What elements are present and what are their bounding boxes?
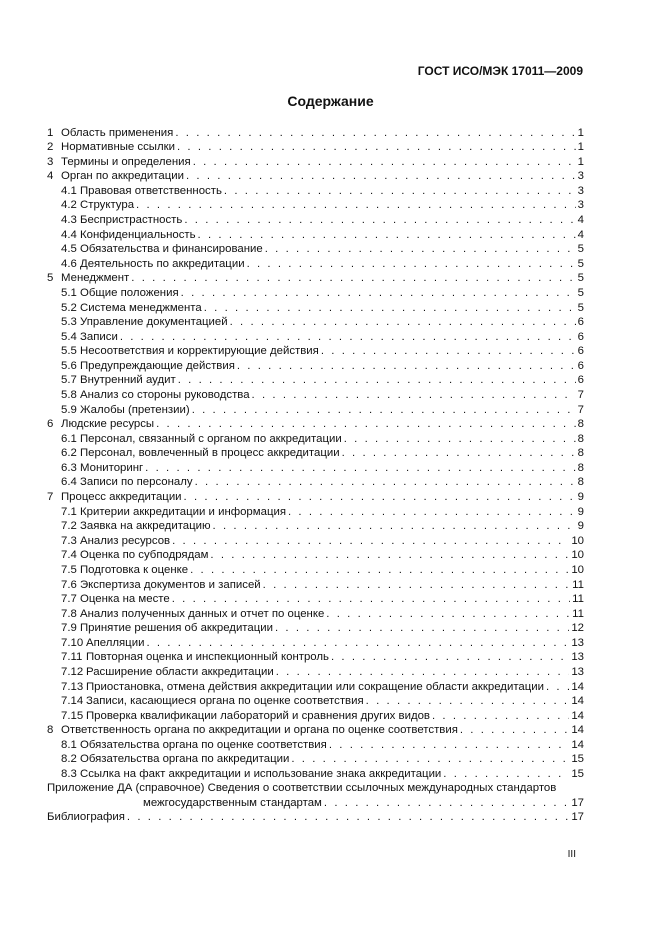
toc-entry-text: Принятие решения об аккредитации bbox=[80, 622, 273, 635]
toc-entry-label bbox=[61, 650, 329, 664]
toc-entry-page: 8 bbox=[577, 418, 584, 431]
toc-entry-number: 7.10 bbox=[61, 636, 84, 649]
toc-entry bbox=[47, 621, 584, 636]
toc-dot-leader bbox=[204, 301, 576, 315]
toc-dot-leader bbox=[178, 373, 576, 387]
toc-dot-leader bbox=[136, 198, 576, 212]
toc-entry-text: Персонал, вовлеченный в процесс аккредитации bbox=[80, 447, 340, 460]
toc-entry-label bbox=[61, 767, 441, 781]
toc-dot-leader bbox=[344, 432, 576, 446]
toc-entry-text: Внутренний аудит bbox=[80, 374, 176, 387]
toc-entry-page: 4 bbox=[577, 214, 584, 227]
toc-entry-page: 14 bbox=[571, 724, 584, 737]
toc-entry-label bbox=[61, 461, 143, 475]
toc-entry-text: Структура bbox=[80, 199, 135, 212]
toc-entry-text: Мониторинг bbox=[80, 461, 144, 474]
toc-entry-page: 10 bbox=[571, 549, 584, 562]
toc-entry-number: 4.5 bbox=[61, 243, 77, 256]
toc-entry-number: 7.5 bbox=[61, 563, 77, 576]
toc-entry-page: 13 bbox=[571, 636, 584, 649]
toc-dot-leader bbox=[184, 490, 576, 504]
toc-entry bbox=[47, 650, 584, 665]
toc-entry-page: 11 bbox=[572, 578, 584, 591]
toc-entry-page: 1 bbox=[577, 126, 584, 139]
toc-dot-leader bbox=[288, 505, 576, 519]
toc-entry-number: 1 bbox=[47, 126, 54, 139]
toc-dot-leader bbox=[127, 810, 569, 824]
toc-entry-label bbox=[61, 344, 319, 358]
toc-entry-number: 5.3 bbox=[61, 316, 77, 329]
toc-entry-page: 14 bbox=[571, 680, 584, 693]
toc-entry bbox=[47, 489, 584, 504]
toc-dot-leader bbox=[210, 548, 569, 562]
toc-entry bbox=[47, 242, 584, 257]
toc-entry bbox=[47, 723, 584, 738]
toc-entry bbox=[47, 227, 584, 242]
toc-entry bbox=[47, 315, 584, 330]
toc-entry-label bbox=[61, 446, 340, 460]
toc-entry-page: 5 bbox=[577, 272, 584, 285]
toc-entry-text: Записи по персоналу bbox=[80, 476, 193, 489]
toc-entry-text: Экспертиза документов и записей bbox=[80, 578, 261, 591]
toc-dot-leader bbox=[193, 155, 576, 169]
toc-entry-label bbox=[61, 738, 327, 752]
toc-entry-text: Подготовка к оценке bbox=[80, 563, 189, 576]
toc-entry bbox=[47, 708, 584, 723]
toc-entry bbox=[47, 198, 584, 213]
toc-annex-page: 17 bbox=[571, 796, 584, 809]
toc-annex-title: Приложение ДА (справочное) Сведения о соответствии ссылочных международных стандартов bbox=[47, 782, 557, 795]
toc-entry bbox=[47, 212, 584, 227]
toc-entry-text: Система менеджмента bbox=[80, 301, 202, 314]
toc-entry bbox=[47, 606, 584, 621]
toc-entry-number: 7.13 bbox=[61, 680, 84, 693]
toc-entry-text: Жалобы (претензии) bbox=[80, 403, 190, 416]
toc-entry-label bbox=[47, 417, 154, 431]
toc-entry-number: 7.4 bbox=[61, 549, 77, 562]
toc-annex-continuation bbox=[47, 795, 584, 810]
toc-dot-leader bbox=[175, 126, 575, 140]
toc-entry-number: 4.3 bbox=[61, 214, 77, 227]
toc-entry-page: 6 bbox=[577, 359, 584, 372]
toc-entry bbox=[47, 635, 584, 650]
toc-entry bbox=[47, 460, 584, 475]
toc-entry-text: Анализ полученных данных и отчет по оценке bbox=[80, 607, 325, 620]
toc-entry-number: 8.2 bbox=[61, 753, 77, 766]
toc-dot-leader bbox=[331, 650, 569, 664]
toc-dot-leader bbox=[213, 519, 576, 533]
toc-dot-leader bbox=[181, 286, 576, 300]
toc-entry-label bbox=[61, 621, 273, 635]
toc-entry-text: Менеджмент bbox=[61, 272, 130, 285]
toc-entry bbox=[47, 329, 584, 344]
toc-entry-page: 13 bbox=[571, 651, 584, 664]
toc-entry-page: 1 bbox=[577, 141, 584, 154]
toc-entry-number: 6.1 bbox=[61, 432, 77, 445]
toc-entry-page: 5 bbox=[577, 257, 584, 270]
toc-dot-leader bbox=[247, 257, 576, 271]
toc-entry-page: 10 bbox=[571, 534, 584, 547]
toc-entry-page: 5 bbox=[577, 301, 584, 314]
toc-entry-label bbox=[61, 680, 544, 694]
toc-entry bbox=[47, 475, 584, 490]
toc-entry-label bbox=[61, 242, 263, 256]
toc-entry-label bbox=[61, 505, 286, 519]
toc-entry bbox=[47, 140, 584, 155]
toc-entry bbox=[47, 169, 584, 184]
toc-entry-page: 11 bbox=[572, 593, 584, 606]
toc-dot-leader bbox=[366, 694, 570, 708]
toc-dot-leader bbox=[146, 636, 569, 650]
toc-entry-label bbox=[47, 490, 182, 504]
toc-entry-number: 7.9 bbox=[61, 622, 77, 635]
toc-entry-number: 6.4 bbox=[61, 476, 77, 489]
toc-entry-text: Повторная оценка и инспекционный контроль bbox=[86, 651, 329, 664]
toc-entry bbox=[47, 519, 584, 534]
toc-entry-page: 4 bbox=[577, 228, 584, 241]
toc-dot-leader bbox=[326, 607, 570, 621]
toc-dot-leader bbox=[324, 796, 569, 810]
toc-entry-label bbox=[61, 709, 430, 723]
toc-entry bbox=[47, 271, 584, 286]
toc-entry-number: 4 bbox=[47, 170, 54, 183]
toc-entry-label bbox=[61, 432, 342, 446]
toc-entry-number: 5.9 bbox=[61, 403, 77, 416]
toc-entry-text: Управление документацией bbox=[80, 316, 228, 329]
toc-entry-number: 5.8 bbox=[61, 388, 77, 401]
toc-entry-number: 7.15 bbox=[61, 709, 84, 722]
toc-entry-number: 7.7 bbox=[61, 593, 77, 606]
toc-entry-label bbox=[61, 388, 250, 402]
toc-entry-number: 5.6 bbox=[61, 359, 77, 372]
toc-entry bbox=[47, 562, 584, 577]
toc-entry bbox=[47, 577, 584, 592]
toc-entry-label bbox=[61, 373, 176, 387]
toc-entry-text: Термины и определения bbox=[61, 155, 191, 168]
toc-entry-label bbox=[61, 330, 118, 344]
toc-entry-number: 3 bbox=[47, 155, 54, 168]
toc-entry-text: Общие положения bbox=[80, 286, 179, 299]
toc-entry-page: 8 bbox=[577, 432, 584, 445]
toc-entry-number: 4.2 bbox=[61, 199, 77, 212]
toc-entry-page: 1 bbox=[577, 155, 584, 168]
toc-dot-leader bbox=[195, 475, 576, 489]
toc-entry-page: 8 bbox=[577, 447, 584, 460]
toc-entry-label bbox=[61, 184, 222, 198]
toc-entry-page: 9 bbox=[577, 491, 584, 504]
toc-entry-label bbox=[61, 213, 182, 227]
toc-entry bbox=[47, 256, 584, 271]
toc-entry-page: 15 bbox=[571, 753, 584, 766]
toc-entry bbox=[47, 737, 584, 752]
toc-entry-number: 5.4 bbox=[61, 330, 77, 343]
toc-entry-label bbox=[61, 228, 196, 242]
toc-entry-page: 6 bbox=[577, 345, 584, 358]
toc-entry-page: 15 bbox=[571, 768, 584, 781]
toc-dot-leader bbox=[237, 359, 576, 373]
toc-entry-text: Записи bbox=[80, 330, 118, 343]
toc-entry-page: 8 bbox=[577, 461, 584, 474]
toc-entry-number: 5.5 bbox=[61, 345, 77, 358]
toc-entry-number: 4.6 bbox=[61, 257, 77, 270]
toc-entry bbox=[47, 694, 584, 709]
toc-dot-leader bbox=[275, 621, 569, 635]
toc-entry-text: Нормативные ссылки bbox=[61, 141, 175, 154]
toc-dot-leader bbox=[443, 767, 569, 781]
toc-dot-leader bbox=[156, 417, 576, 431]
toc-dot-leader bbox=[546, 680, 569, 694]
toc-entry bbox=[47, 504, 584, 519]
toc-entry bbox=[47, 592, 584, 607]
toc-entry bbox=[47, 344, 584, 359]
toc-entry-text: Критерии аккредитации и информация bbox=[80, 505, 286, 518]
toc-entry-number: 8 bbox=[47, 724, 54, 737]
toc-dot-leader bbox=[342, 446, 576, 460]
toc-entry-label bbox=[61, 315, 228, 329]
toc-entry bbox=[47, 387, 584, 402]
toc-entry-label bbox=[61, 301, 202, 315]
toc-entry-number: 6 bbox=[47, 418, 54, 431]
toc-entry-number: 7.3 bbox=[61, 534, 77, 547]
document-header: ГОСТ ИСО/МЭК 17011—2009 bbox=[417, 64, 583, 78]
toc-entry-text: Анализ ресурсов bbox=[80, 534, 171, 547]
toc-entry-text: Процесс аккредитации bbox=[61, 491, 182, 504]
toc-entry-text: Заявка на аккредитацию bbox=[80, 520, 211, 533]
toc-dot-leader bbox=[198, 228, 576, 242]
toc-entry-page: 9 bbox=[577, 520, 584, 533]
toc-entry bbox=[47, 533, 584, 548]
toc-dot-leader bbox=[329, 738, 570, 752]
toc-dot-leader bbox=[321, 344, 576, 358]
toc-entry bbox=[47, 679, 584, 694]
toc-dot-leader bbox=[172, 534, 569, 548]
toc-entry-number: 6.2 bbox=[61, 447, 77, 460]
toc-bibliography bbox=[47, 810, 584, 825]
toc-entry-page: 7 bbox=[577, 388, 584, 401]
toc-entry bbox=[47, 183, 584, 198]
toc-entry-number: 7 bbox=[47, 491, 54, 504]
toc-entry-label bbox=[61, 665, 274, 679]
toc-entry-text: Ссылка на факт аккредитации и использование знака аккредитации bbox=[80, 768, 442, 781]
toc-entry-label bbox=[61, 636, 144, 650]
toc-entry-text: Орган по аккредитации bbox=[61, 170, 184, 183]
toc-entry-page: 3 bbox=[577, 199, 584, 212]
toc-dot-leader bbox=[190, 563, 569, 577]
table-of-contents bbox=[47, 125, 584, 824]
toc-entry bbox=[47, 446, 584, 461]
toc-entry-text: Обязательства органа по аккредитации bbox=[80, 753, 290, 766]
toc-entry-label bbox=[47, 271, 129, 285]
toc-entry-number: 5 bbox=[47, 272, 54, 285]
toc-entry-text: Анализ со стороны руководства bbox=[80, 388, 250, 401]
toc-dot-leader bbox=[192, 403, 576, 417]
toc-entry-number: 6.3 bbox=[61, 461, 77, 474]
toc-entry-page: 7 bbox=[577, 403, 584, 416]
toc-entry-label bbox=[61, 534, 170, 548]
toc-entry-page: 8 bbox=[577, 476, 584, 489]
toc-entry-text: Ответственность органа по аккредитации и органа по оценке соответствия bbox=[61, 724, 458, 737]
toc-entry-page: 5 bbox=[577, 243, 584, 256]
toc-entry bbox=[47, 752, 584, 767]
toc-entry-page: 9 bbox=[577, 505, 584, 518]
toc-entry-text: Проверка квалификации лабораторий и сравнения других видов bbox=[86, 709, 430, 722]
toc-bibliography-page: 17 bbox=[571, 811, 584, 824]
toc-dot-leader bbox=[131, 271, 575, 285]
toc-entry-page: 5 bbox=[577, 286, 584, 299]
toc-dot-leader bbox=[276, 665, 570, 679]
toc-entry-text: Приостановка, отмена действия аккредитации или сокращение области аккредитации bbox=[86, 680, 544, 693]
toc-dot-leader bbox=[120, 330, 576, 344]
toc-dot-leader bbox=[145, 461, 575, 475]
toc-entry-text: Предупреждающие действия bbox=[80, 359, 235, 372]
toc-entry-label bbox=[61, 257, 245, 271]
toc-dot-leader bbox=[263, 578, 571, 592]
page-number: III bbox=[567, 849, 576, 860]
toc-entry-page: 11 bbox=[572, 607, 584, 620]
toc-entry-number: 7.8 bbox=[61, 607, 77, 620]
toc-entry-text: Обязательства органа по оценке соответствия bbox=[80, 738, 327, 751]
toc-entry-number: 4.1 bbox=[61, 184, 77, 197]
toc-entry bbox=[47, 285, 584, 300]
toc-entry-page: 3 bbox=[577, 184, 584, 197]
toc-entry bbox=[47, 402, 584, 417]
toc-entry-text: Апелляции bbox=[86, 636, 145, 649]
toc-entry-text: Конфиденциальность bbox=[80, 228, 196, 241]
toc-entry-page: 10 bbox=[571, 563, 584, 576]
toc-entry-label bbox=[47, 126, 173, 140]
toc-entry-page: 6 bbox=[577, 316, 584, 329]
toc-bibliography-label: Библиография bbox=[47, 811, 125, 824]
toc-dot-leader bbox=[172, 592, 570, 606]
toc-entry-label bbox=[61, 578, 261, 592]
toc-entry-number: 7.1 bbox=[61, 505, 77, 518]
toc-entry-text: Обязательства и финансирование bbox=[80, 243, 263, 256]
toc-entry-label bbox=[61, 548, 208, 562]
toc-entry-number: 7.11 bbox=[61, 651, 83, 664]
toc-entry-page: 14 bbox=[571, 738, 584, 751]
toc-entry-label bbox=[61, 592, 170, 606]
toc-entry-label bbox=[61, 359, 235, 373]
toc-entry-number: 7.12 bbox=[61, 665, 84, 678]
toc-entry bbox=[47, 664, 584, 679]
toc-entry-label bbox=[61, 607, 324, 621]
toc-entry-label bbox=[61, 475, 193, 489]
toc-entry-text: Оценка на месте bbox=[80, 593, 170, 606]
toc-entry-label bbox=[47, 140, 175, 154]
toc-entry bbox=[47, 300, 584, 315]
toc-entry bbox=[47, 417, 584, 432]
toc-entry bbox=[47, 358, 584, 373]
toc-annex-label: межгосударственным стандартам bbox=[143, 796, 322, 809]
toc-entry-text: Расширение области аккредитации bbox=[86, 665, 274, 678]
toc-entry-page: 3 bbox=[577, 170, 584, 183]
toc-entry-text: Оценка по субподрядам bbox=[80, 549, 209, 562]
toc-entry-text: Несоответствия и корректирующие действия bbox=[80, 345, 319, 358]
toc-dot-leader bbox=[184, 213, 575, 227]
toc-entry-label bbox=[61, 519, 211, 533]
toc-dot-leader bbox=[224, 184, 576, 198]
toc-entry-number: 5.2 bbox=[61, 301, 77, 314]
toc-entry-number: 2 bbox=[47, 141, 54, 154]
toc-dot-leader bbox=[265, 242, 576, 256]
toc-entry-label bbox=[47, 169, 184, 183]
toc-entry bbox=[47, 373, 584, 388]
toc-entry-number: 5.1 bbox=[61, 286, 77, 299]
toc-dot-leader bbox=[177, 140, 576, 154]
toc-entry-page: 6 bbox=[577, 374, 584, 387]
toc-dot-leader bbox=[252, 388, 576, 402]
toc-entry bbox=[47, 125, 584, 140]
toc-entry-number: 5.7 bbox=[61, 374, 77, 387]
toc-entry-page: 14 bbox=[571, 695, 584, 708]
toc-entry-number: 7.14 bbox=[61, 695, 84, 708]
toc-entry-text: Деятельность по аккредитации bbox=[80, 257, 245, 270]
toc-entry-label bbox=[61, 563, 188, 577]
toc-entry-label bbox=[47, 155, 191, 169]
toc-entry-text: Беспристрастность bbox=[80, 214, 183, 227]
toc-entry-page: 13 bbox=[571, 665, 584, 678]
toc-entry-text: Правовая ответственность bbox=[80, 184, 222, 197]
toc-entry-label bbox=[61, 752, 289, 766]
toc-entry-number: 8.1 bbox=[61, 738, 77, 751]
toc-entry bbox=[47, 154, 584, 169]
toc-entry-number: 4.4 bbox=[61, 228, 77, 241]
toc-entry bbox=[47, 431, 584, 446]
toc-entry-text: Людские ресурсы bbox=[61, 418, 155, 431]
toc-entry-text: Записи, касающиеся органа по оценке соответствия bbox=[86, 695, 364, 708]
toc-entry-label bbox=[61, 403, 190, 417]
toc-entry-text: Область применения bbox=[61, 126, 174, 139]
toc-entry-number: 8.3 bbox=[61, 768, 77, 781]
toc-entry-label bbox=[61, 198, 134, 212]
toc-entry bbox=[47, 766, 584, 781]
toc-dot-leader bbox=[291, 752, 569, 766]
toc-entry-label bbox=[61, 694, 364, 708]
toc-entry-page: 12 bbox=[571, 622, 584, 635]
toc-dot-leader bbox=[432, 709, 569, 723]
toc-entry-label bbox=[61, 286, 179, 300]
toc-entry-number: 7.6 bbox=[61, 578, 77, 591]
toc-dot-leader bbox=[460, 723, 569, 737]
page-title: Содержание bbox=[287, 93, 374, 109]
toc-entry-number: 7.2 bbox=[61, 520, 77, 533]
toc-dot-leader bbox=[186, 169, 576, 183]
toc-dot-leader bbox=[230, 315, 576, 329]
toc-entry-page: 14 bbox=[571, 709, 584, 722]
toc-entry-label bbox=[47, 723, 458, 737]
toc-entry bbox=[47, 548, 584, 563]
toc-entry-text: Персонал, связанный с органом по аккредитации bbox=[80, 432, 342, 445]
toc-entry-page: 6 bbox=[577, 330, 584, 343]
toc-annex bbox=[47, 781, 584, 810]
